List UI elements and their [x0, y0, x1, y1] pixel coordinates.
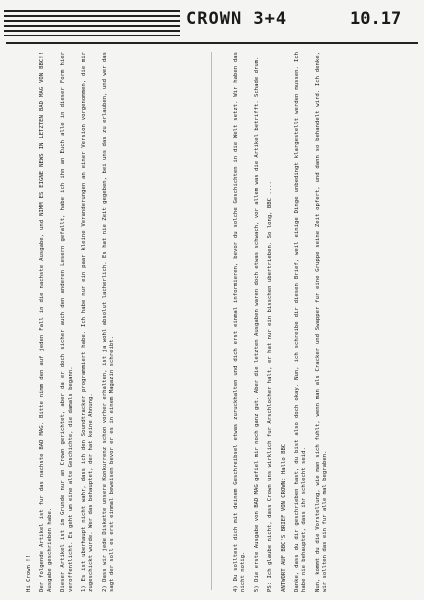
paragraph: 2) Dass wir jede Diskette unsere Konkurrenz schon vorher erhalten, ist ja wohl absolut lacherlich. Es hat nie Zeit gegeben, bei uns das zu erlauben, und wer das sagt der soll es erst einmal beweisen bevor er es in einem Magazin schreibt.: [101, 52, 116, 592]
header-rule: [6, 42, 418, 44]
paragraph: Dieser Artikel ist im Grunde nur an Crown gerichtet, aber da er doch sicher auch den anderen Lesern gefallt, habe ich ihn an Euch alle in dieser Form hier veroffentlicht. Es geht um eine alte Geschichte, die damals begann.: [60, 52, 74, 592]
paragraph: ANTWORT AUF BBC'S BRIEF VON CROWN: Hallo BBC: [280, 443, 287, 592]
paragraph: 4) Du solltest dich mit deinem Geschreibsel etwas zuruckhalten und dich erst einmal informieren, bevor du solche Geschichten in die Welt setzt. Wir haben das nicht notig.: [233, 52, 247, 592]
left-column: [26, 52, 196, 592]
paragraph: 5) Die erste Ausgabe von BAD MAG gefiel mir noch ganz gut. Aber die letzten Ausgaben waren doch etwas schwach, vor allem was die Artikel betrifft. Schade drum.: [253, 56, 260, 592]
issue-number: 10.17: [350, 9, 402, 29]
header-stripes-decoration: [4, 10, 180, 36]
page-header: [0, 0, 424, 46]
paragraph: PS: Ich glaube nicht, dass Crown uns wirklich fur Arschlocher halt, er hat nur ein bisschen ubertrieben. So long, BBC ....: [267, 181, 274, 592]
paragraph: Der folgende Artikel ist fur das nachste BAD MAG. Bitte nimm den auf jeden Fall in die nachste Ausgabe, und NIMM ES EIGNE NEWS IN LETZTEN BAD MAG VON BBC!! Ausgabe geschrieben habe.: [39, 52, 53, 592]
paragraph: Nun, kommt du die Vorstellung, wie man sich fuhlt, wenn man als Cracker und Swapper fur eine Gruppe seine Zeit opfert, und dann so behandelt wird. Ich denke, wir sollten das ein fur alle mal begraben.: [314, 52, 329, 592]
paragraph: 1) Es ist uberhaupt nicht wahr, dass ich den Soundtracker programmiert habe. Ich habe nur ein paar kleine Veranderungen an einer Version vorgenommen, die mir zugeschickt wurde. Wer das behauptet, der hat keine Ahnung.: [81, 52, 95, 592]
column-divider: [211, 52, 212, 590]
paragraph: Hi Crown !!: [26, 554, 32, 592]
paragraph: Danke, dass du dir geschrieben hast, du bist also doch okay. Nun, ich schreibe dir diesen Brief, weil einige Dinge unbedingt klargestellt werden mussen. Ich habe nie behauptet, dass ihr schlecht seid.: [294, 52, 308, 592]
magazine-title: CROWN 3+4: [186, 9, 288, 29]
right-column: [233, 52, 403, 592]
